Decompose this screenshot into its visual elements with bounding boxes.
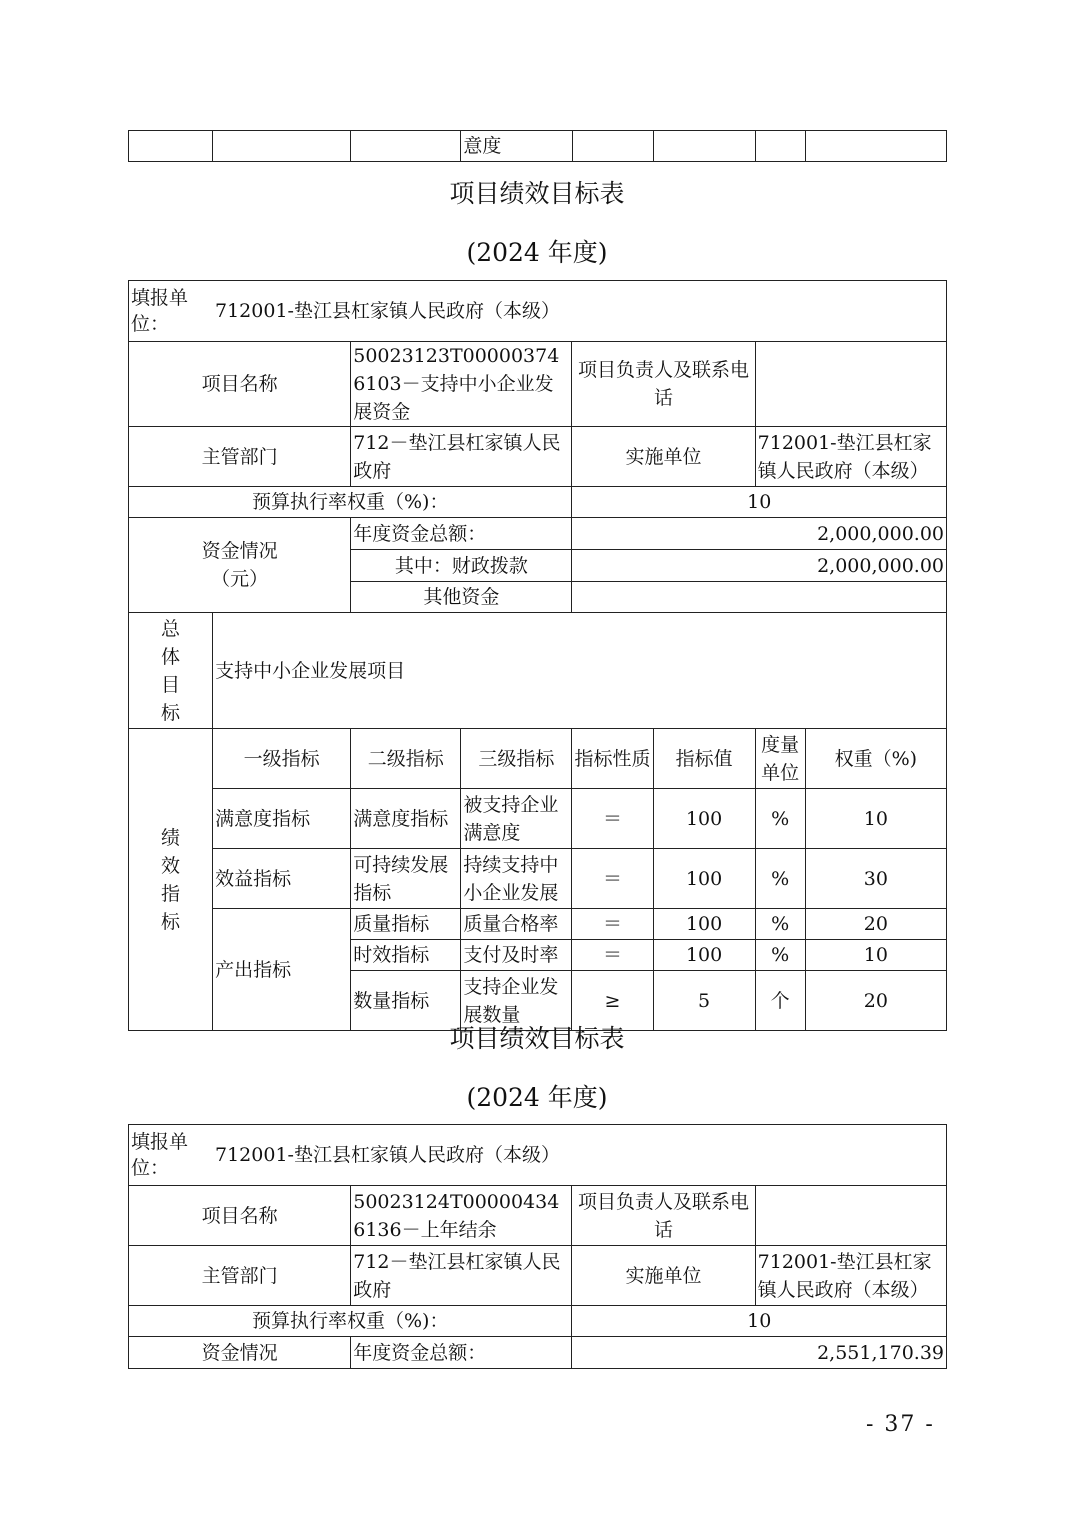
header-weight: 权重（%) [805, 729, 946, 789]
table-title: 项目绩效目标表 [449, 1024, 625, 1053]
fill-unit-row [129, 281, 947, 342]
empty-cell [129, 131, 213, 162]
dept-label: 主管部门 [129, 427, 351, 487]
performance-table-1 [128, 280, 947, 1031]
responsible-label: 项目负责人及联系电话 [572, 1186, 755, 1246]
performance-table-2 [128, 1124, 947, 1369]
fiscal-label: 其中：财政拨款 [351, 550, 572, 582]
goal-value: 支持中小企业发展项目 [213, 613, 947, 729]
header-nature: 指标性质 [572, 729, 653, 789]
header-unit: 度量单位 [755, 729, 805, 789]
row-value: 100 [653, 849, 755, 909]
funds-label-text: 资金情况（元） [201, 540, 278, 590]
project-name-label: 项目名称 [129, 342, 351, 427]
impl-label: 实施单位 [572, 427, 755, 487]
fill-unit-value: 712001-垫江县杠家镇人民政府（本级） [215, 300, 560, 322]
budget-weight-value: 10 [572, 487, 947, 518]
dept-value: 712－垫江县杠家镇人民政府 [351, 1246, 572, 1306]
goal-label [129, 613, 213, 729]
row-weight: 10 [805, 940, 946, 971]
empty-cell [572, 131, 653, 162]
row-unit: % [755, 849, 805, 909]
row-weight: 10 [805, 789, 946, 849]
annual-total-label: 年度资金总额： [351, 518, 572, 550]
row-l2: 可持续发展指标 [351, 849, 461, 909]
row-weight: 20 [805, 909, 946, 940]
row-unit: % [755, 789, 805, 849]
empty-cell [213, 131, 351, 162]
table-title: 项目绩效目标表 [449, 179, 625, 208]
fill-unit-label: 填报单位： [131, 287, 189, 335]
impl-value: 712001-垫江县杠家镇人民政府（本级） [755, 427, 946, 487]
table-row [129, 849, 947, 909]
project-name-value: 50023123T000003746103－支持中小企业发展资金 [351, 342, 572, 427]
responsible-value [755, 1186, 946, 1246]
annual-total-label: 年度资金总额： [351, 1337, 572, 1369]
funds-label: 资金情况 [129, 1337, 351, 1369]
row-l2: 满意度指标 [351, 789, 461, 849]
dept-label: 主管部门 [129, 1246, 351, 1306]
budget-weight-label: 预算执行率权重（%)： [129, 487, 572, 518]
row-l3: 被支持企业满意度 [461, 789, 572, 849]
row-nature: ＝ [572, 789, 653, 849]
empty-cell [755, 131, 805, 162]
row-value: 100 [653, 789, 755, 849]
perf-label [129, 729, 213, 1031]
top-fragment-table [128, 130, 947, 162]
fill-unit-label: 填报单位： [131, 1131, 189, 1179]
funds-label [129, 518, 351, 613]
other-funds-value [572, 582, 947, 613]
header-value: 指标值 [653, 729, 755, 789]
fill-unit-row [129, 1125, 947, 1186]
other-funds-label: 其他资金 [351, 582, 572, 613]
page-number: - 37 - [866, 1412, 935, 1437]
impl-label: 实施单位 [572, 1246, 755, 1306]
table-year: (2024 年度) [466, 1083, 608, 1112]
fill-unit-value: 712001-垫江县杠家镇人民政府（本级） [215, 1144, 560, 1166]
fiscal-value: 2,000,000.00 [572, 550, 947, 582]
header-l1: 一级指标 [213, 729, 351, 789]
budget-weight-value: 10 [572, 1306, 947, 1337]
row-value: 5 [653, 971, 755, 1031]
row-l3: 支持企业发展数量 [461, 971, 572, 1031]
row-l2: 质量指标 [351, 909, 461, 940]
empty-cell [351, 131, 461, 162]
impl-value: 712001-垫江县杠家镇人民政府（本级） [755, 1246, 946, 1306]
fragment-cell: 意度 [461, 131, 572, 162]
row-value: 100 [653, 940, 755, 971]
row-nature: ＝ [572, 940, 653, 971]
row-l2: 时效指标 [351, 940, 461, 971]
row-l1: 效益指标 [213, 849, 351, 909]
row-weight: 30 [805, 849, 946, 909]
row-l3: 质量合格率 [461, 909, 572, 940]
table-row [129, 909, 947, 940]
annual-total-value: 2,000,000.00 [572, 518, 947, 550]
row-nature: ＝ [572, 909, 653, 940]
row-unit: 个 [755, 971, 805, 1031]
row-nature: ≥ [572, 971, 653, 1031]
responsible-value [755, 342, 946, 427]
empty-cell [653, 131, 755, 162]
row-l2: 数量指标 [351, 971, 461, 1031]
row-l3: 持续支持中小企业发展 [461, 849, 572, 909]
row-value: 100 [653, 909, 755, 940]
table-row [129, 789, 947, 849]
row-unit: % [755, 940, 805, 971]
header-l3: 三级指标 [461, 729, 572, 789]
header-l2: 二级指标 [351, 729, 461, 789]
goal-label-text: 总体目标 [161, 617, 181, 724]
table-year: (2024 年度) [466, 238, 608, 267]
row-unit: % [755, 909, 805, 940]
dept-value: 712－垫江县杠家镇人民政府 [351, 427, 572, 487]
perf-label-text: 绩效指标 [161, 826, 181, 933]
project-name-label: 项目名称 [129, 1186, 351, 1246]
row-weight: 20 [805, 971, 946, 1031]
annual-total-value: 2,551,170.39 [572, 1337, 947, 1369]
row-l1: 产出指标 [213, 909, 351, 1031]
budget-weight-label: 预算执行率权重（%)： [129, 1306, 572, 1337]
project-name-value: 50023124T000004346136－上年结余 [351, 1186, 572, 1246]
empty-cell [805, 131, 946, 162]
row-l3: 支付及时率 [461, 940, 572, 971]
responsible-label: 项目负责人及联系电话 [572, 342, 755, 427]
row-l1: 满意度指标 [213, 789, 351, 849]
row-nature: ＝ [572, 849, 653, 909]
